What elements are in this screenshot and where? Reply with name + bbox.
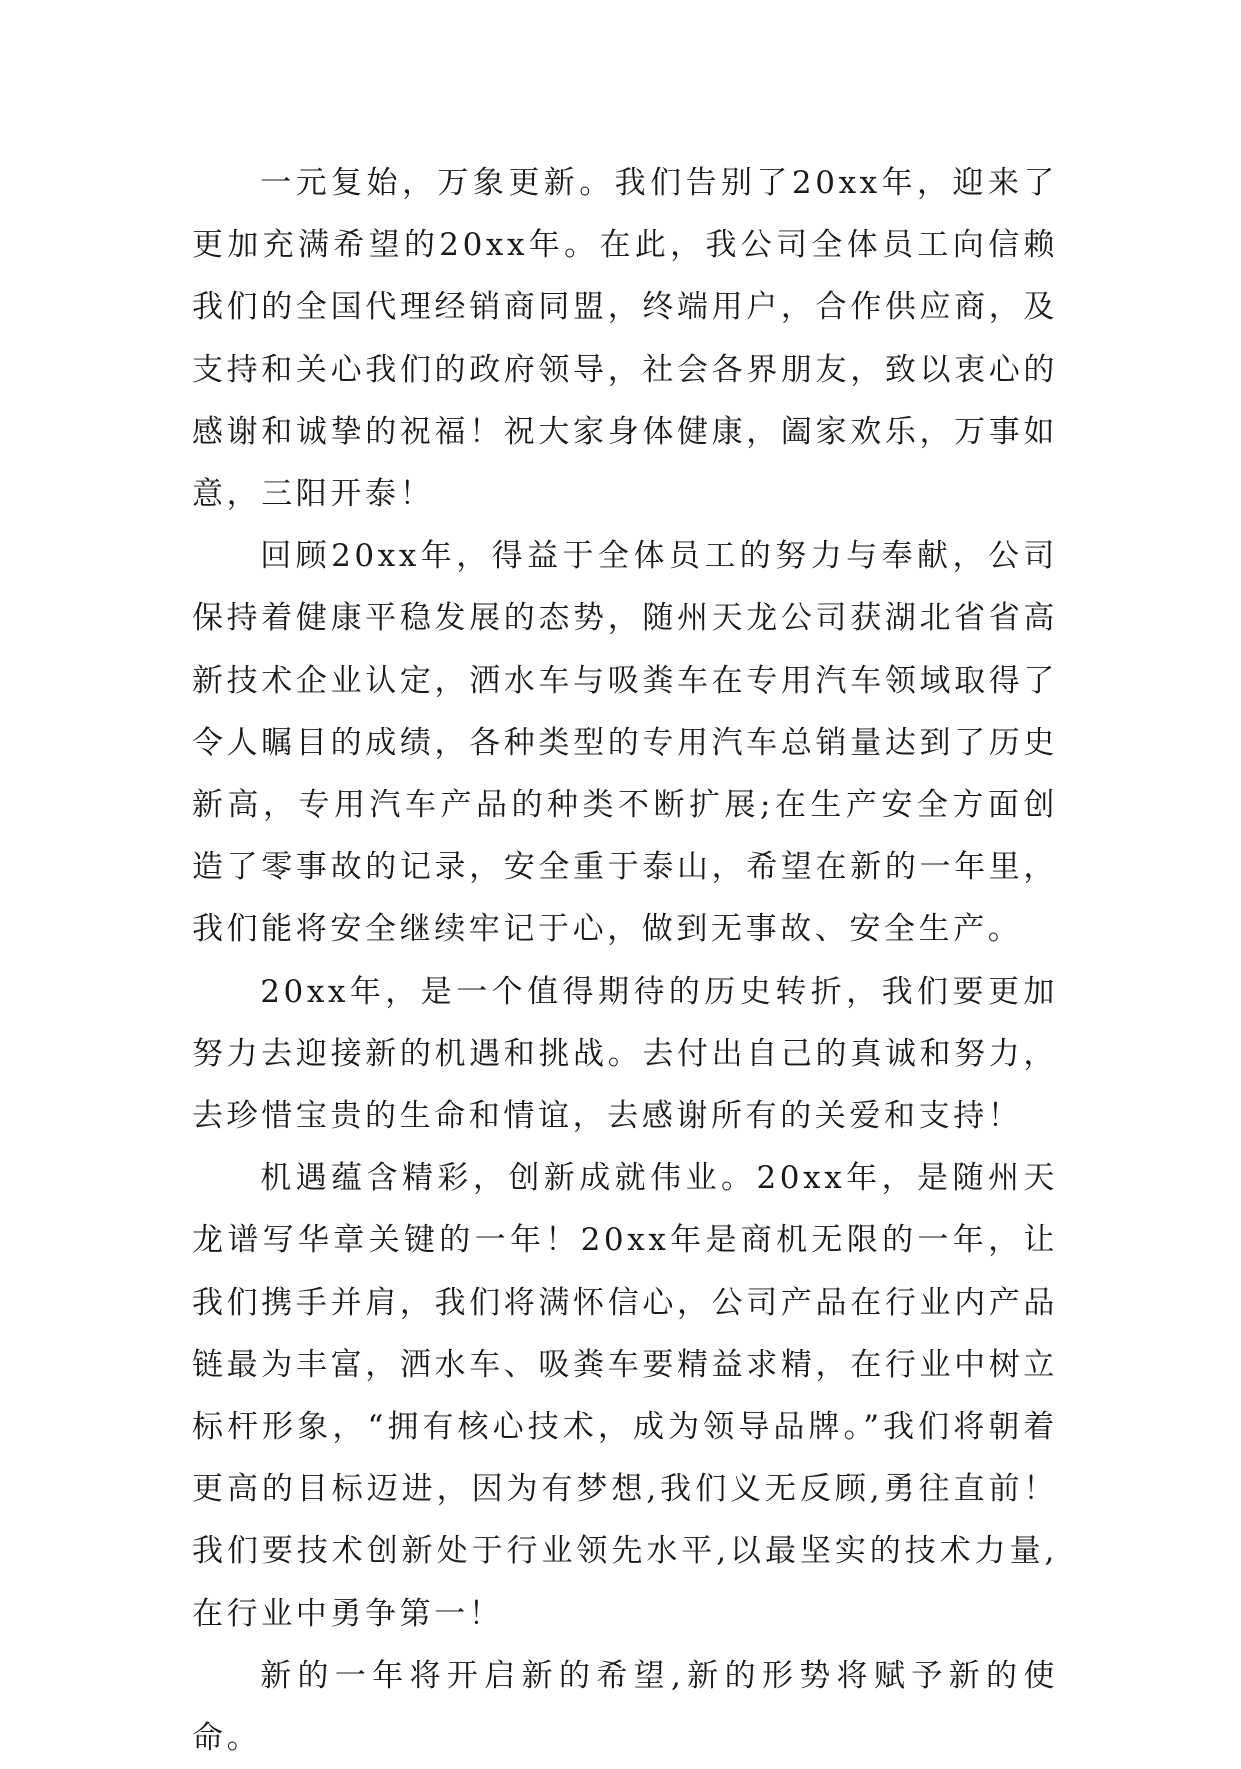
paragraph-greeting: 一元复始，万象更新。我们告别了20xx年，迎来了更加充满希望的20xx年。在此，我公司全体员工向信赖我们的全国代理经销商同盟，终端用户，合作供应商，及支持和关心我们的政府领导，社会各界朋友，致以衷心的感谢和诚挚的祝福！祝大家身体健康，阖家欢乐，万事如意，三阳开泰！ [192,165,1058,513]
paragraph-review: 回顾20xx年，得益于全体员工的努力与奉献，公司保持着健康平稳发展的态势，随州天龙公司获湖北省省高新技术企业认定，洒水车与吸粪车在专用汽车领域取得了令人瞩目的成绩，各种类型的专用汽车总销量达到了历史新高，专用汽车产品的种类不断扩展;在生产安全方面创造了零事故的记录，安全重于泰山，希望在新的一年里，我们能将安全继续牢记于心，做到无事故、安全生产。 [192,538,1058,948]
paragraph-new-year: 新的一年将开启新的希望,新的形势将赋予新的使命。 [192,1657,1058,1757]
document-body [192,152,1058,1769]
paragraph-outlook: 20xx年，是一个值得期待的历史转折，我们要更加努力去迎接新的机遇和挑战。去付出自己的真诚和努力，去珍惜宝贵的生命和情谊，去感谢所有的关爱和支持！ [192,973,1058,1135]
paragraph-innovation: 机遇蕴含精彩，创新成就伟业。20xx年，是随州天龙谱写华章关键的一年！20xx年是商机无限的一年，让我们携手并肩，我们将满怀信心，公司产品在行业内产品链最为丰富，洒水车、吸粪车要精益求精，在行业中树立标杆形象，“拥有核心技术，成为领导品牌。”我们将朝着更高的目标迈进，因为有梦想,我们义无反顾,勇往直前！我们要技术创新处于行业领先水平,以最坚实的技术力量,在行业中勇争第一！ [192,1160,1058,1632]
